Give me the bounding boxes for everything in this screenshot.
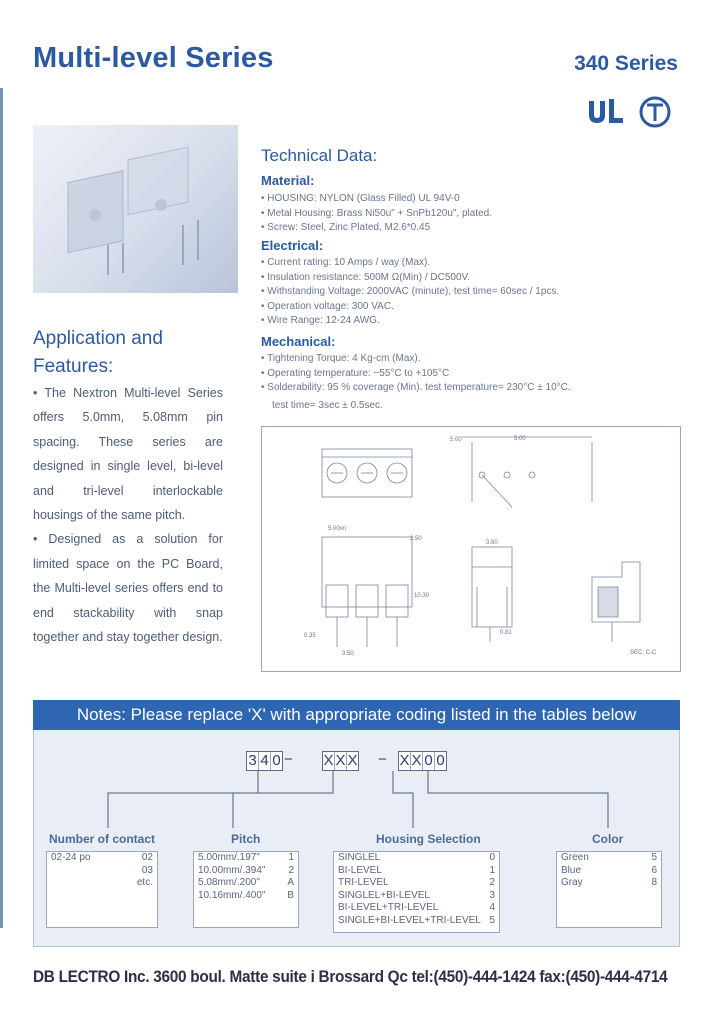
spec-item: • Screw: Steel, Zinc Plated, M2.6*0.45 bbox=[261, 221, 492, 236]
ul-mark-icon bbox=[589, 99, 623, 123]
dimension-label: 0.81 bbox=[500, 630, 512, 636]
cell: 10.00mm/.394" bbox=[198, 864, 266, 876]
table-row bbox=[334, 902, 499, 915]
technical-drawing bbox=[261, 426, 681, 672]
table-row bbox=[334, 865, 499, 878]
cell: BI-LEVEL bbox=[338, 864, 382, 876]
certification-marks bbox=[583, 95, 683, 131]
feature-bullet-text: The Nextron Multi-level Series offers 5.0mm, 5.08mm pin spacing. These series are designed in single level, bi-level and tri-level interlockable housings of the same pitch. bbox=[33, 386, 224, 523]
code-dash: − bbox=[284, 751, 293, 768]
cell: 1 bbox=[288, 852, 294, 863]
spec-item: • Tightening Torque: 4 Kg-cm (Max). bbox=[261, 352, 571, 367]
cell: 03 bbox=[141, 864, 153, 876]
table-row bbox=[334, 877, 499, 890]
dimension-label: 5.00 bbox=[450, 437, 462, 443]
pitch-header: Pitch bbox=[231, 832, 261, 846]
spec-item: • Current rating: 10 Amps / way (Max). bbox=[261, 256, 559, 271]
cell: 5.00mm/.197" bbox=[198, 852, 260, 863]
cell: etc. bbox=[136, 877, 153, 888]
spec-item: • Operation voltage: 300 VAC. bbox=[261, 300, 559, 315]
dimension-label: 0.35 bbox=[304, 633, 316, 639]
contact-footer: DB LECTRO Inc. 3600 boul. Matte suite i Brossard Qc tel:(450)-444-1424 fax:(450)-444-4714 bbox=[33, 968, 668, 986]
code-part1 bbox=[246, 751, 283, 771]
feature-bullet: • Designed as a solution for limited space on the PC Board, the Multi-level series offers end to end stackability with snap together and stay together design. bbox=[33, 532, 223, 645]
code-digit: 4 bbox=[259, 752, 271, 770]
code-digit: X bbox=[335, 752, 346, 769]
color-header: Color bbox=[592, 832, 624, 846]
material-title: Material: bbox=[261, 173, 315, 188]
technical-heading: Technical Data: bbox=[261, 146, 378, 165]
feature-bullet-text: Designed as a solution for limited space on the PC Board, the Multi-level series offers end to end stackability with snap together and stay together design. bbox=[33, 532, 223, 645]
table-row bbox=[334, 852, 499, 865]
code-part3 bbox=[398, 751, 447, 771]
housing-header: Housing Selection bbox=[376, 832, 481, 846]
cell: B bbox=[287, 889, 294, 901]
cell: 6 bbox=[651, 864, 657, 876]
cell: BI-LEVEL+TRI-LEVEL bbox=[338, 902, 439, 913]
code-digit: 0 bbox=[272, 752, 281, 769]
spec-item: • Insulation resistance: 500M Ω(Min) / DC500V. bbox=[261, 271, 559, 286]
notes-banner: Notes: Please replace 'X' with appropriate coding listed in the tables below bbox=[33, 700, 680, 730]
cell: TRI-LEVEL bbox=[338, 877, 389, 888]
series-label: 340 Series bbox=[574, 52, 678, 75]
material-list bbox=[261, 192, 492, 236]
mechanical-list bbox=[261, 352, 571, 396]
table-row bbox=[557, 865, 661, 878]
cell: 1 bbox=[489, 864, 495, 876]
cell: 5.08mm/.200" bbox=[198, 877, 260, 888]
cell: 5 bbox=[489, 914, 495, 926]
code-digit: 0 bbox=[423, 752, 435, 770]
cell: 02 bbox=[141, 852, 153, 863]
table-row bbox=[194, 877, 298, 890]
spec-item: • Operating temperature: −55°C to +105°C bbox=[261, 367, 571, 382]
table-row bbox=[47, 865, 157, 878]
dimension-label: SEC. C-C bbox=[630, 650, 657, 656]
cell: 8 bbox=[651, 877, 657, 888]
cell: 5 bbox=[651, 852, 657, 863]
cell: SINGLEL+BI-LEVEL bbox=[338, 889, 430, 901]
dimension-label: 10.30 bbox=[414, 593, 430, 599]
table-row bbox=[334, 915, 499, 928]
application-text bbox=[33, 381, 223, 649]
cell: SINGLEL bbox=[338, 852, 381, 863]
code-part2 bbox=[322, 751, 359, 771]
cell: 0 bbox=[489, 852, 495, 863]
product-photo bbox=[33, 125, 238, 293]
code-digit: X bbox=[411, 752, 422, 769]
electrical-title: Electrical: bbox=[261, 238, 324, 253]
dimension-label: 3.50 bbox=[342, 651, 354, 657]
pitch-table bbox=[193, 851, 299, 928]
dimension-label: 5.00xn bbox=[328, 526, 347, 532]
table-row bbox=[47, 877, 157, 890]
csa-mark-icon bbox=[641, 98, 669, 126]
cell: Green bbox=[561, 852, 589, 863]
housing-table bbox=[333, 851, 500, 933]
table-row bbox=[194, 890, 298, 903]
cell: 4 bbox=[489, 902, 495, 913]
table-row bbox=[557, 877, 661, 890]
spec-item: • HOUSING: NYLON (Glass Filled) UL 94V-0 bbox=[261, 192, 492, 207]
cell: Gray bbox=[561, 877, 583, 888]
table-row bbox=[334, 890, 499, 903]
cell: 2 bbox=[288, 864, 294, 876]
spec-item: • Withstanding Voltage: 2000VAC (minute), test time= 60sec / 1pcs. bbox=[261, 285, 559, 300]
contacts-header: Number of contact bbox=[49, 832, 156, 846]
left-margin-bar bbox=[0, 88, 3, 928]
mechanical-title: Mechanical: bbox=[261, 334, 336, 349]
application-heading bbox=[33, 325, 163, 381]
mechanical-continuation: test time= 3sec ± 0.5sec. bbox=[272, 400, 383, 411]
code-digit: 0 bbox=[436, 752, 445, 769]
dimension-label: 2.50 bbox=[410, 536, 422, 542]
code-digit: 3 bbox=[247, 752, 259, 770]
table-row bbox=[557, 852, 661, 865]
code-dash: − bbox=[378, 751, 387, 768]
page-title: Multi-level Series bbox=[33, 42, 274, 74]
feature-bullet: • The Nextron Multi-level Series offers 5.0mm, 5.08mm pin spacing. These series are designed in single level, bi-level and tri-level interlockable housings of the same pitch. bbox=[33, 386, 224, 523]
cell: Blue bbox=[561, 864, 582, 876]
spec-item: • Solderability: 95 % coverage (Min). test temperature= 230°C ± 10°C. bbox=[261, 381, 571, 396]
contacts-table bbox=[46, 851, 158, 928]
cell: A bbox=[287, 877, 294, 888]
cell: 10.16mm/.400" bbox=[198, 889, 266, 901]
color-table bbox=[556, 851, 662, 928]
cell: SINGLE+BI-LEVEL+TRI-LEVEL bbox=[338, 914, 481, 926]
electrical-list bbox=[261, 256, 559, 329]
cell: 2 bbox=[489, 877, 495, 888]
dimension-label: 3.60 bbox=[486, 540, 498, 546]
application-heading-line1: Application and bbox=[33, 328, 163, 349]
spec-item: • Wire Range: 12-24 AWG. bbox=[261, 314, 559, 329]
table-row bbox=[194, 852, 298, 865]
code-digit: X bbox=[347, 752, 358, 769]
table-row bbox=[47, 852, 157, 865]
application-heading-line2: Features: bbox=[33, 356, 114, 377]
dimension-label: 5.00 bbox=[514, 436, 526, 442]
cell: 02-24 po bbox=[51, 852, 91, 863]
code-digit: X bbox=[323, 752, 334, 769]
cell: 3 bbox=[489, 889, 495, 901]
code-connector-lines bbox=[33, 770, 678, 830]
code-digit: X bbox=[399, 752, 410, 769]
spec-item: • Metal Housing: Brass Ni50u" + SnPb120u", plated. bbox=[261, 207, 492, 222]
table-row bbox=[194, 865, 298, 878]
